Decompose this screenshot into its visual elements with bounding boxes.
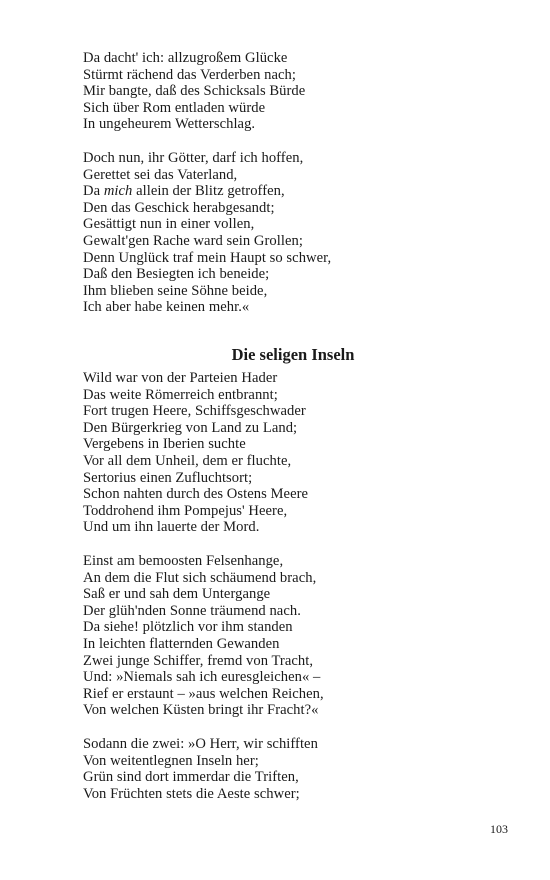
stanza <box>83 736 318 802</box>
verse-line: Rief er erstaunt – »aus welchen Reichen, <box>83 685 324 702</box>
verse-line: Doch nun, ihr Götter, darf ich hoffen, <box>83 150 304 166</box>
verse-line: Stürmt rächend das Verderben nach; <box>83 66 296 83</box>
verse-line: Schon nahten durch des Ostens Meere <box>83 486 309 503</box>
stanza <box>83 553 324 719</box>
stanza <box>83 50 305 133</box>
verse-line: Grün sind dort immerdar die Triften, <box>83 769 299 786</box>
verse-line: Den das Geschick herabgesandt; <box>83 199 275 216</box>
verse-line: Zwei junge Schiffer, fremd von Tracht, <box>83 652 314 669</box>
verse-line: Vergebens in Iberien suchte <box>83 436 246 453</box>
verse-line: Toddrohend ihm Pompejus' Heere, <box>83 502 288 519</box>
verse-line: Einst am bemoosten Felsenhange, <box>83 553 284 569</box>
stanza <box>83 370 308 536</box>
verse-fragment: allein der Blitz getroffen, <box>132 183 285 200</box>
stanza <box>83 150 331 316</box>
verse-line: Von weitentlegnen Inseln her; <box>83 752 259 769</box>
verse-line: Da siehe! plötzlich vor ihm standen <box>83 619 293 636</box>
emphasized-word: mich <box>103 183 133 200</box>
verse-line: Sodann die zwei: »O Herr, wir schifften <box>83 736 318 752</box>
verse-line: Daß den Besiegten ich beneide; <box>83 266 270 283</box>
verse-line: Vor all dem Unheil, dem er fluchte, <box>83 452 292 469</box>
verse-line: Sertorius einen Zufluchtsort; <box>83 469 253 486</box>
verse-line: Saß er und sah dem Untergange <box>83 586 271 603</box>
verse-line: Ihm blieben seine Söhne beide, <box>83 282 268 299</box>
verse-line: Der glüh'nden Sonne träumend nach. <box>83 602 301 619</box>
page-number: 103 <box>490 822 508 836</box>
verse-line: In leichten flatternden Gewanden <box>83 635 280 652</box>
verse-line: Den Bürgerkrieg von Land zu Land; <box>83 419 298 436</box>
verse-line: An dem die Flut sich schäumend brach, <box>83 569 317 586</box>
verse-line: Gesättigt nun in einer vollen, <box>83 216 255 233</box>
verse-line: Gerettet sei das Vaterland, <box>83 166 238 183</box>
book-page <box>83 0 503 880</box>
verse-line: Da dacht' ich: allzugroßem Glücke <box>83 50 288 66</box>
verse-line: Wild war von der Parteien Hader <box>83 370 278 386</box>
verse-line: Und: »Niemals sah ich euresgleichen« – <box>83 669 321 686</box>
verse-line: Von welchen Küsten bringt ihr Fracht?« <box>83 702 319 719</box>
verse-line: Von Früchten stets die Aeste schwer; <box>83 785 300 802</box>
verse-line: Sich über Rom entladen würde <box>83 99 266 116</box>
verse-line <box>83 183 331 200</box>
verse-line: Denn Unglück traf mein Haupt so schwer, <box>83 249 332 266</box>
verse-line: Gewalt'gen Rache ward sein Grollen; <box>83 232 303 249</box>
verse-line: Mir bangte, daß des Schicksals Bürde <box>83 83 306 100</box>
verse-line: Ich aber habe keinen mehr.« <box>83 299 250 316</box>
poem-title: Die seligen Inseln <box>231 345 355 364</box>
verse-line: Und um ihn lauerte der Mord. <box>83 519 260 536</box>
verse-fragment: Da <box>83 183 104 200</box>
verse-line: In ungeheurem Wetterschlag. <box>83 116 256 133</box>
verse-line: Das weite Römerreich entbrannt; <box>83 386 278 403</box>
verse-line: Fort trugen Heere, Schiffsgeschwader <box>83 403 306 420</box>
